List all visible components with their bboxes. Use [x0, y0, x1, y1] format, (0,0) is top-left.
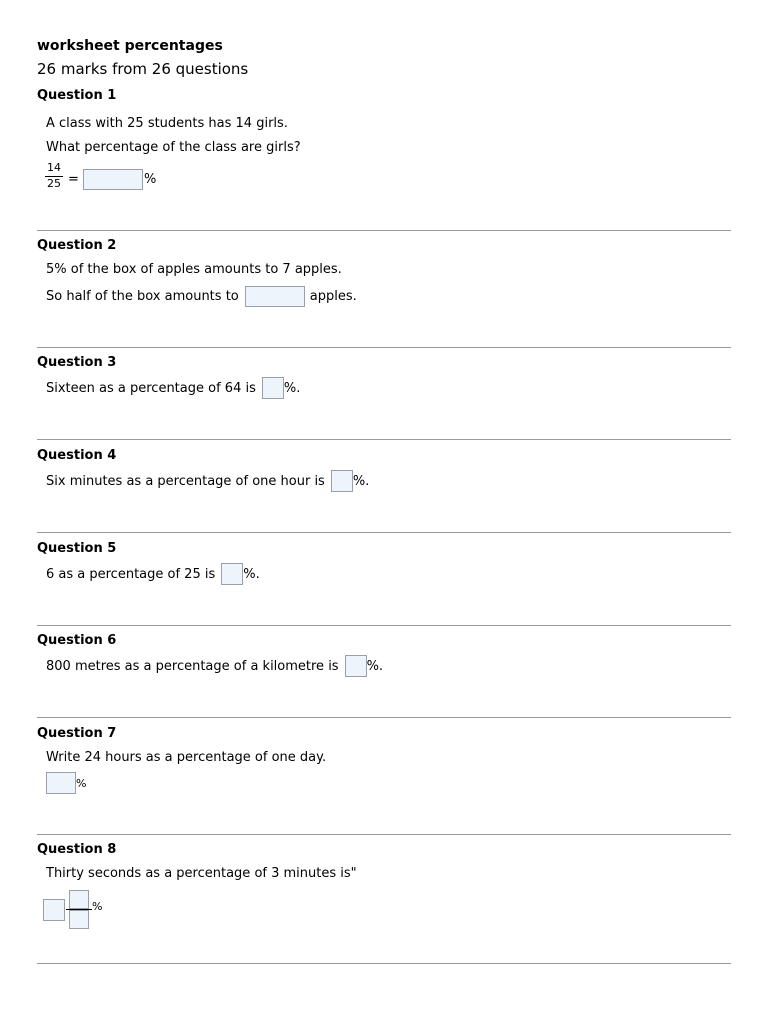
- question-2-heading: Question 2: [37, 238, 117, 253]
- question-7-heading: Question 7: [37, 726, 117, 741]
- question-4-answer-input[interactable]: [331, 470, 353, 492]
- question-2-prompt-after: apples.: [309, 288, 357, 304]
- question-5-answer-input[interactable]: [221, 563, 243, 585]
- separator-7: [37, 834, 731, 835]
- question-7-answer-input[interactable]: [46, 772, 76, 794]
- question-8-text: Thirty seconds as a percentage of 3 minutes is": [46, 866, 357, 881]
- worksheet-subtitle: 26 marks from 26 questions: [37, 60, 249, 78]
- separator-4: [37, 532, 731, 533]
- question-5-prompt-after: %.: [243, 566, 260, 582]
- question-1-answer-row: [83, 169, 143, 190]
- separator-6: [37, 717, 731, 718]
- question-8-denominator-input[interactable]: [69, 910, 89, 929]
- question-4-heading: Question 4: [37, 448, 117, 463]
- question-3-prompt-before: Sixteen as a percentage of 64 is: [46, 380, 256, 396]
- question-1-answer-input[interactable]: [83, 169, 143, 190]
- separator-5: [37, 625, 731, 626]
- question-5-prompt-row: [46, 563, 260, 585]
- separator-1: [37, 230, 731, 231]
- question-8-numerator-input[interactable]: [69, 890, 89, 909]
- question-8-fraction-numerator: [69, 890, 89, 909]
- question-5-prompt-before: 6 as a percentage of 25 is: [46, 566, 216, 582]
- question-7-answer-row: [46, 772, 86, 794]
- question-6-heading: Question 6: [37, 633, 117, 648]
- question-2-prompt-row: [46, 285, 357, 307]
- question-8-heading: Question 8: [37, 842, 117, 857]
- question-7-unit: %: [76, 776, 87, 790]
- separator-3: [37, 439, 731, 440]
- question-1-text: A class with 25 students has 14 girls.: [46, 116, 288, 131]
- question-6-prompt-row: [46, 655, 383, 677]
- question-1-unit: %: [144, 172, 157, 187]
- question-6-answer-input[interactable]: [345, 655, 367, 677]
- question-5-heading: Question 5: [37, 541, 117, 556]
- question-4-prompt-before: Six minutes as a percentage of one hour is: [46, 473, 325, 489]
- question-1-equals: =: [68, 172, 79, 187]
- question-8-whole-input[interactable]: [43, 899, 65, 921]
- question-8-unit: %: [92, 900, 103, 913]
- question-2-answer-input[interactable]: [245, 286, 305, 307]
- question-6-prompt-before: 800 metres as a percentage of a kilometre is: [46, 658, 339, 674]
- separator-2: [37, 347, 731, 348]
- question-8-fraction-denominator: [69, 910, 89, 929]
- question-2-prompt-before: So half of the box amounts to: [46, 288, 239, 304]
- question-1-prompt: What percentage of the class are girls?: [46, 140, 301, 155]
- question-1-numerator: 14: [47, 161, 61, 174]
- question-3-prompt-row: [46, 377, 300, 399]
- question-1-denominator: 25: [47, 177, 61, 189]
- worksheet-title: worksheet percentages: [37, 38, 223, 54]
- question-3-answer-input[interactable]: [262, 377, 284, 399]
- question-4-prompt-after: %.: [352, 473, 370, 489]
- separator-8: [37, 963, 731, 964]
- question-6-prompt-after: %.: [366, 658, 384, 674]
- question-3-prompt-after: %.: [283, 380, 301, 396]
- question-8-whole-part: [43, 899, 65, 921]
- question-7-text: Write 24 hours as a percentage of one day.: [46, 750, 327, 765]
- question-4-prompt-row: [46, 470, 369, 492]
- question-1-heading: Question 1: [37, 88, 117, 103]
- question-2-text: 5% of the box of apples amounts to 7 apples.: [46, 262, 342, 277]
- question-3-heading: Question 3: [37, 355, 117, 370]
